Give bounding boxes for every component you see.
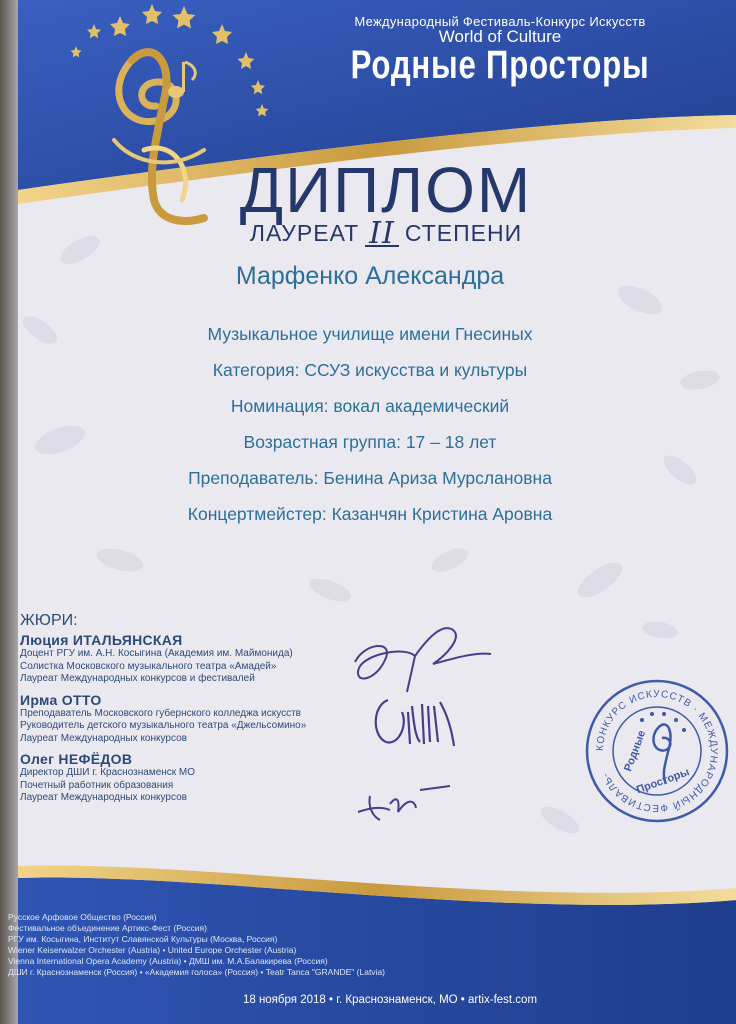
- juror-role: Лауреат Международных конкурсов: [20, 732, 187, 744]
- juror-entry: [20, 632, 380, 686]
- festival-seal: [582, 676, 732, 826]
- juror-entry: [20, 751, 380, 805]
- seal-center-text: Родные: [622, 728, 649, 774]
- partner-line: Фестивальное объединение Артикс-Фест (Россия): [8, 923, 207, 933]
- footer-date-place: 18 ноября 2018 • г. Краснознаменск, МО • artix-fest.com: [242, 994, 538, 1006]
- detail-accompanist: Концертмейстер: Казанчян Кристина Аровна: [187, 504, 553, 524]
- partner-line: Vienna International Opera Academy (Austria) • ДМШ им. М.А.Балакирева (Россия): [8, 956, 328, 966]
- degree-numeral: II: [365, 223, 399, 247]
- jury-block: [20, 612, 380, 811]
- juror-entry: [20, 692, 380, 746]
- diploma-title: ДИПЛОМ: [239, 154, 533, 226]
- seal-stars-icon: [640, 712, 686, 732]
- treble-clef-logo: [64, 0, 244, 230]
- laureate-degree: [226, 216, 546, 251]
- seal-ring-text: КОНКУРС ИСКУССТВ · МЕЖДУНАРОДНЫЙ ФЕСТИВАЛЬ-: [594, 688, 720, 814]
- juror-name: Олег НЕФЁДОВ: [20, 751, 133, 767]
- juror-role: Лауреат Международных конкурсов и фестивалей: [20, 673, 255, 684]
- laureate-word: ЛАУРЕАТ: [249, 220, 360, 246]
- partner-line: ДШИ г. Краснознаменск (Россия) • «Академия голоса» (Россия) • Teatr Tanca "GRANDE" (Latvia): [8, 967, 385, 977]
- festival-header: [300, 14, 700, 88]
- jury-heading: ЖЮРИ:: [20, 612, 78, 629]
- signature-nefedov: [350, 776, 460, 826]
- partner-line: РГУ им. Косыгина, Институт Славянской Культуры (Москва, Россия): [8, 934, 278, 944]
- detail-teacher: Преподаватель: Бенина Ариза Мурслановна: [188, 468, 552, 488]
- detail-nomination: Номинация: вокал академический: [230, 396, 510, 416]
- degree-word: СТЕПЕНИ: [404, 220, 523, 246]
- juror-role: Лауреат Международных конкурсов: [20, 792, 187, 803]
- page-edge-shadow: [0, 0, 18, 1024]
- partner-line: Wiener Keiserwalzer Orchester (Austria) • United Europe Orchester (Austria): [8, 945, 297, 955]
- detail-age-group: Возрастная группа: 17 – 18 лет: [243, 432, 497, 452]
- detail-category: Категория: ССУЗ искусства и культуры: [212, 360, 528, 380]
- juror-role: Почетный работник образования: [20, 779, 174, 791]
- detail-school: Музыкальное училище имени Гнесиных: [207, 324, 533, 344]
- juror-role: Директор ДШИ г. Краснознаменск МО: [20, 767, 196, 778]
- seal-center-text: Просторы: [634, 766, 692, 797]
- festival-name: Международный Фестиваль-Конкурс Искусств: [354, 14, 646, 29]
- award-details: [110, 316, 630, 532]
- recipient-name: Марфенко Александра: [235, 262, 505, 290]
- juror-role: Солистка Московского музыкального театра «Амадей»: [20, 660, 277, 672]
- partner-line: Русское Арфовое Общество (Россия): [8, 912, 157, 922]
- juror-role: Руководитель детского музыкального театра «Джельсомино»: [20, 720, 307, 731]
- juror-name: Ирма ОТТО: [20, 691, 102, 708]
- juror-role: Доцент РГУ им. А.Н. Косыгина (Академия им. Маймонида): [20, 648, 293, 659]
- partners-list: [8, 912, 428, 978]
- festival-brand: Родные Просторы: [350, 43, 650, 87]
- juror-role: Преподаватель Московского губернского колледжа искусств: [20, 707, 301, 719]
- festival-subtitle: World of Culture: [438, 27, 562, 46]
- diploma-heading: [226, 154, 546, 251]
- juror-name: Люция ИТАЛЬЯНСКАЯ: [20, 632, 183, 648]
- signature-otto: [368, 686, 478, 756]
